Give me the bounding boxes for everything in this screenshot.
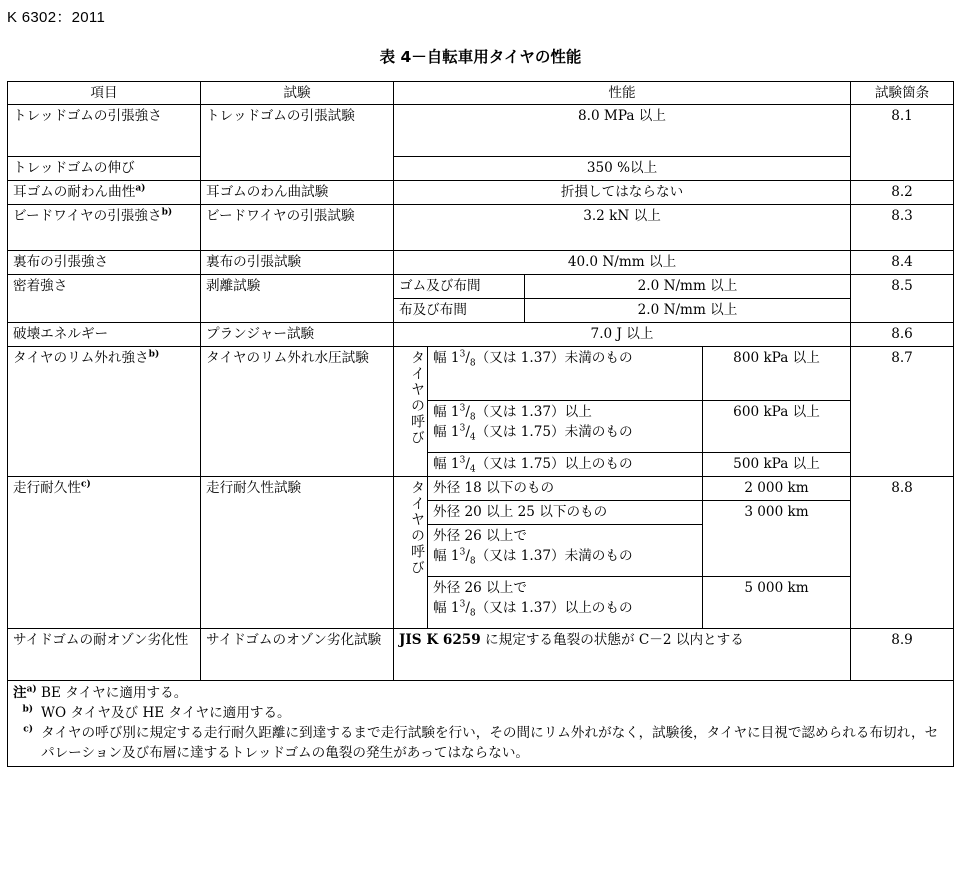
condition-cell [428, 401, 703, 453]
note-a [13, 683, 948, 703]
test-cell: 走行耐久性試験 [201, 477, 394, 629]
condition-text: （又は 1.37）未満のもの [475, 548, 633, 564]
performance-cell: 7.0 J 以上 [394, 323, 851, 347]
col-header-performance: 性能 [394, 82, 851, 105]
performance-cell: 350 %以上 [394, 157, 851, 181]
fraction-numerator: 3 [459, 547, 466, 558]
note-text: WO タイヤ及び HE タイヤに適用する。 [41, 705, 291, 721]
performance-cell: 600 kPa 以上 [703, 401, 851, 453]
table-row [8, 181, 954, 205]
table-row [8, 477, 954, 501]
fraction-slash: / [465, 548, 470, 564]
notes-label: 注 [13, 685, 27, 701]
performance-cell: 5 000 km [703, 577, 851, 629]
condition-text: （又は 1.75）以上のもの [475, 456, 633, 472]
performance-cell: 8.0 MPa 以上 [394, 105, 851, 157]
item-cell: 裏布の引張強さ [8, 251, 201, 275]
performance-cell: 800 kPa 以上 [703, 347, 851, 401]
condition-text: 幅 1 [433, 350, 460, 366]
fraction-slash: / [465, 350, 470, 366]
tire-designation-label: タイヤの呼び [394, 347, 428, 477]
test-cell: タイヤのリム外れ水圧試験 [201, 347, 394, 477]
condition-cell [428, 577, 703, 629]
fraction-numerator: 3 [459, 349, 466, 360]
performance-cell: 40.0 N/mm 以上 [394, 251, 851, 275]
test-cell: プランジャー試験 [201, 323, 394, 347]
performance-table [7, 81, 954, 767]
clause-cell: 8.9 [851, 629, 954, 681]
notes-row [8, 681, 954, 767]
table-header-row [8, 82, 954, 105]
footnote-mark: c) [23, 724, 33, 735]
clause-cell: 8.5 [851, 275, 954, 323]
test-cell: 剥離試験 [201, 275, 394, 323]
clause-cell: 8.8 [851, 477, 954, 629]
performance-cell: 3.2 kN 以上 [394, 205, 851, 251]
item-cell: トレッドゴムの引張強さ [8, 105, 201, 157]
performance-cell: 折損してはならない [394, 181, 851, 205]
condition-cell [428, 525, 703, 577]
test-cell: ビードワイヤの引張試験 [201, 205, 394, 251]
table-row [8, 157, 954, 181]
item-text: ビードワイヤの引張強さ [13, 208, 162, 224]
footnote-mark: c) [80, 479, 91, 490]
fraction-numerator: 3 [459, 455, 466, 466]
sub-label-cell: 布及び布間 [394, 299, 525, 323]
col-header-item: 項目 [8, 82, 201, 105]
item-cell [8, 181, 201, 205]
performance-cell: 2.0 N/mm 以上 [525, 275, 851, 299]
table-row [8, 629, 954, 681]
fraction-denominator: 8 [469, 556, 476, 567]
fraction-slash: / [465, 424, 470, 440]
col-header-clause: 試験箇条 [851, 82, 954, 105]
performance-cell: 2.0 N/mm 以上 [525, 299, 851, 323]
condition-text: 幅 1 [433, 600, 460, 616]
item-text: 耳ゴムの耐わん曲性 [13, 184, 136, 200]
footnote-mark: b) [148, 349, 160, 360]
tire-designation-label: タイヤの呼び [394, 477, 428, 629]
item-cell: 密着強さ [8, 275, 201, 323]
condition-text: 幅 1 [433, 424, 460, 440]
fraction-denominator: 8 [469, 358, 476, 369]
performance-cell: 2 000 km [703, 477, 851, 501]
clause-cell: 8.2 [851, 181, 954, 205]
condition-text: （又は 1.37）未満のもの [475, 350, 633, 366]
item-cell: 破壊エネルギー [8, 323, 201, 347]
clause-cell: 8.3 [851, 205, 954, 251]
condition-cell [428, 347, 703, 401]
fraction-denominator: 4 [469, 432, 476, 443]
fraction-numerator: 3 [459, 599, 466, 610]
note-b [13, 703, 948, 723]
table-caption: 表 4－自転車用タイヤの性能 [379, 48, 582, 66]
test-cell: 耳ゴムのわん曲試験 [201, 181, 394, 205]
clause-cell: 8.7 [851, 347, 954, 477]
test-cell: 裏布の引張試験 [201, 251, 394, 275]
note-text: BE タイヤに適用する。 [41, 685, 188, 701]
item-text: タイヤのリム外れ強さ [13, 350, 149, 366]
condition-text: （又は 1.37）以上のもの [475, 600, 633, 616]
condition-text: 外径 26 以上で [433, 528, 527, 544]
performance-text: に規定する亀裂の状態が C－2 以内とする [480, 632, 744, 648]
footnote-mark: a) [26, 684, 37, 695]
condition-cell: 外径 20 以上 25 以下のもの [428, 501, 703, 525]
clause-cell: 8.1 [851, 105, 954, 181]
fraction-slash: / [465, 456, 470, 472]
item-cell [8, 477, 201, 629]
performance-cell [394, 629, 851, 681]
clause-cell: 8.4 [851, 251, 954, 275]
clause-cell: 8.6 [851, 323, 954, 347]
condition-cell: 外径 18 以下のもの [428, 477, 703, 501]
table-row [8, 105, 954, 157]
fraction-slash: / [465, 404, 470, 420]
performance-cell: 500 kPa 以上 [703, 453, 851, 477]
col-header-test: 試験 [201, 82, 394, 105]
condition-text: （又は 1.37）以上 [475, 404, 592, 420]
item-cell [8, 205, 201, 251]
table-row [8, 205, 954, 251]
item-cell: サイドゴムの耐オゾン劣化性 [8, 629, 201, 681]
footnote-mark: b) [161, 207, 173, 218]
notes-cell [8, 681, 954, 767]
item-text: 走行耐久性 [13, 480, 81, 496]
document-id: K 6302：2011 [7, 9, 106, 26]
item-cell: トレッドゴムの伸び [8, 157, 201, 181]
table-row [8, 323, 954, 347]
condition-text: 幅 1 [433, 548, 460, 564]
table-row [8, 251, 954, 275]
footnote-mark: b) [22, 704, 33, 715]
fraction-denominator: 8 [469, 608, 476, 619]
note-text: タイヤの呼び別に規定する走行耐久距離に到達するまで走行試験を行い，その間にリム外れがなく，試験後，タイヤに目視で認められる布切れ，セパレーション及び布層に達するトレッドゴムの亀裂の発生があってはならない。 [41, 725, 939, 761]
fraction-denominator: 4 [469, 464, 476, 475]
condition-text: 外径 26 以上で [433, 580, 527, 596]
performance-cell: 3 000 km [703, 501, 851, 577]
fraction-numerator: 3 [459, 403, 466, 414]
sub-label-cell: ゴム及び布間 [394, 275, 525, 299]
test-cell: サイドゴムのオゾン劣化試験 [201, 629, 394, 681]
table-row [8, 275, 954, 299]
fraction-slash: / [465, 600, 470, 616]
fraction-numerator: 3 [459, 423, 466, 434]
condition-text: 幅 1 [433, 456, 460, 472]
footnote-mark: a) [135, 183, 146, 194]
fraction-denominator: 8 [469, 412, 476, 423]
test-cell: トレッドゴムの引張試験 [201, 105, 394, 181]
condition-text: 幅 1 [433, 404, 460, 420]
condition-cell [428, 453, 703, 477]
table-row [8, 347, 954, 401]
item-cell [8, 347, 201, 477]
condition-text: （又は 1.75）未満のもの [475, 424, 633, 440]
jis-reference: JIS K 6259 [399, 632, 481, 648]
note-c [13, 723, 948, 763]
